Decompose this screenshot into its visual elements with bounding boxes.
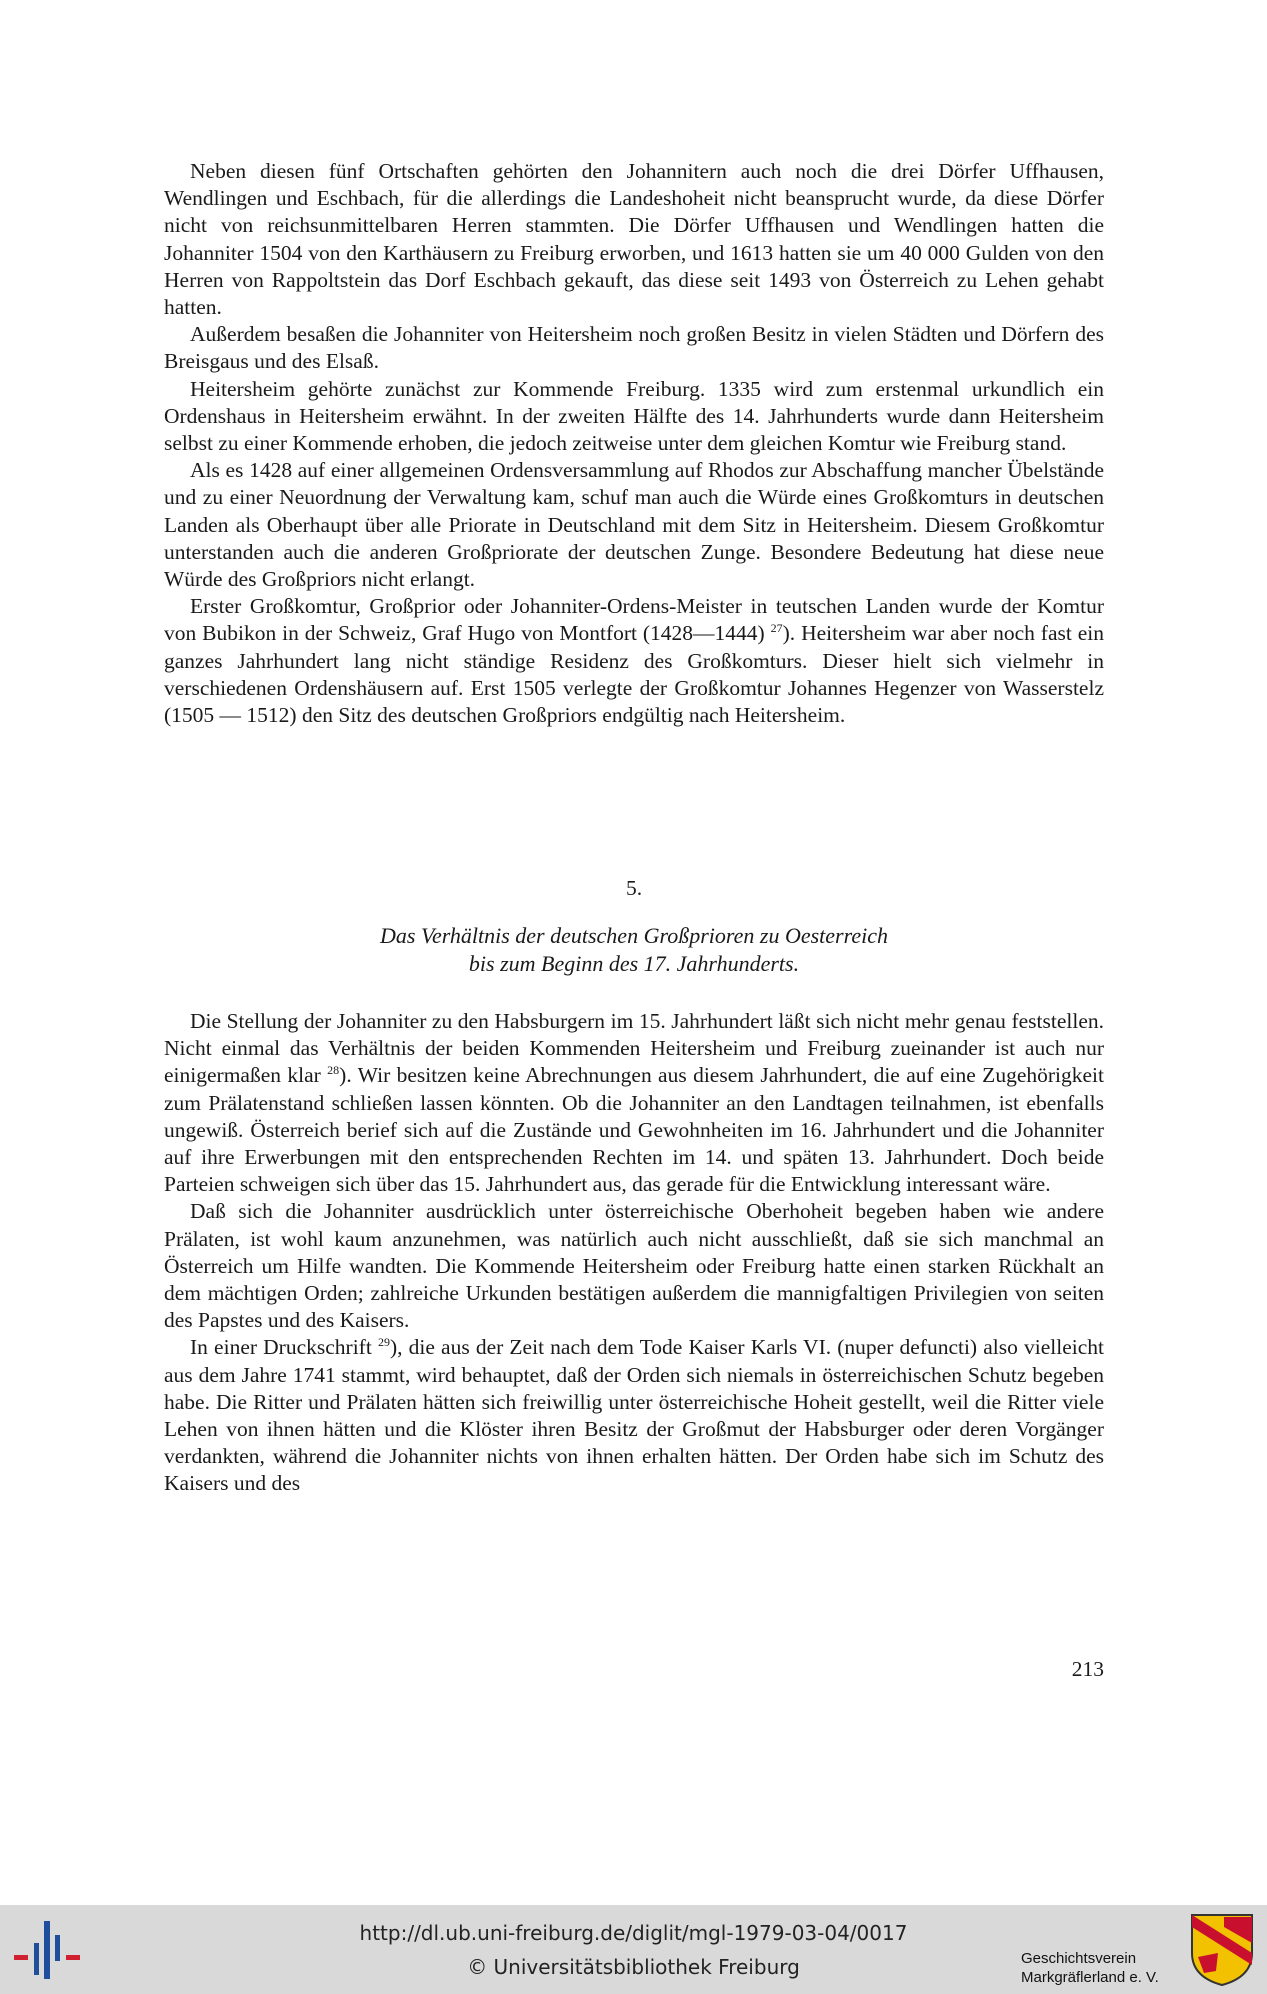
paragraph [164,1334,1104,1497]
paragraph-text: ). Wir besitzen keine Abrechnungen aus diesem Jahrhundert, die auf eine Zugehörigkeit zum Prälatenstand schließen lassen könnten. Ob die Johanniter an den Landtagen teilnahmen, ist ebenfalls ungewiß. Österreich berief sich auf die Zustände und Gewohnheiten im 16. Jahrhundert und die Johanniter auf ihre Erwerbungen mit den entsprechenden Rechten im 14. und späten 13. Jahrhundert. Doch beide Parteien schweigen sich über das 15. Jahrhundert aus, das gerade für die Entwicklung interessant wäre. [164,1063,1104,1197]
paragraph-text: Die Stellung der Johanniter zu den Habsburgern im 15. Jahrhundert läßt sich nicht mehr genau feststellen. Nicht einmal das Verhältnis der beiden Kommenden Heitersheim und Freiburg zueinander ist auch nur einigermaßen klar [164,1009,1104,1088]
paragraph-text: ), die aus der Zeit nach dem Tode Kaiser Karls VI. (nuper defuncti) also vielleicht aus dem Jahre 1741 stammt, wird behauptet, daß der Orden sich niemals in österreichischen Schutz begeben habe. Die Ritter und Prälaten hätten sich freiwillig unter österreichische Hoheit gestellt, weil die Ritter viele Lehen von ihnen hätten und die Klöster ihren Besitz der Großmut der Habsburger oder deren Vorgänger verdankten, während die Johanniter nichts von ihnen erhalten hätten. Der Orden habe sich im Schutz des Kaisers und des [164,1335,1104,1496]
paragraph: Außerdem besaßen die Johanniter von Heitersheim noch großen Besitz in vielen Städten und Dörfern des Breisgaus und des Elsaß. [164,322,1104,374]
paragraph: Heitersheim gehörte zunächst zur Kommende Freiburg. 1335 wird zum erstenmal urkundlich ein Ordenshaus in Heitersheim erwähnt. In der zweiten Hälfte des 14. Jahrhunderts wurde dann Heitersheim selbst zu einer Kommende erhoben, die jedoch zeitweise unter dem gleichen Komtur wie Freiburg stand. [164,376,1104,456]
paragraph: Daß sich die Johanniter ausdrücklich unter österreichische Oberhoheit begeben haben wie andere Prälaten, ist wohl kaum anzunehmen, was natürlich auch nicht ausschließt, daß sie sich manchmal an Österreich um Hilfe wandten. Die Kommende Heitersheim oder Freiburg hatte einen starken Rückhalt an dem mächtigen Orden; zahlreiche Urkunden bestätigen außerdem die mannigfaltigen Privilegien von seiten des Papstes und des Kaisers. [164,1199,1104,1333]
paragraph [164,593,1104,729]
paragraph-text: In einer Druckschrift [190,1335,378,1360]
section-title [164,922,1104,978]
society-name-line: Geschichtsverein [1021,1950,1137,1967]
paragraph-text: Erster Großkomtur, Großprior oder Johanniter-Ordens-Meister in teutschen Landen wurde der Komtur von Bubikon in der Schweiz, Graf Hugo von Montfort (1428—1444) [164,594,1104,646]
section-title-line: bis zum Beginn des 17. Jahrhunderts. [468,951,800,976]
section-title-line: Das Verhältnis der deutschen Großprioren zu Oesterreich [380,923,888,948]
body-text-top [164,158,1104,729]
paragraph [164,1008,1104,1198]
permalink-url[interactable]: http://dl.ub.uni-freiburg.de/diglit/mgl-1979-03-04/0017 [359,1921,908,1945]
society-name [1021,1949,1159,1987]
footnote-ref: 28 [327,1063,340,1078]
copyright-notice: © Universitätsbibliothek Freiburg [467,1955,800,1979]
society-name-line: Markgräflerland e. V. [1021,1969,1159,1986]
footer-bar [0,1905,1267,1994]
paragraph: Als es 1428 auf einer allgemeinen Ordensversammlung auf Rhodos zur Abschaffung mancher Übelstände und zu einer Neuordnung der Verwaltung kam, schuf man auch die Würde eines Großkomturs in deutschen Landen als Oberhaupt über alle Priorate in Deutschland mit dem Sitz in Heitersheim. Diesem Großkomtur unterstanden auch die anderen Großpriorate der deutschen Zunge. Besondere Bedeutung hat diese neue Würde des Großpriors nicht erlangt. [164,458,1104,592]
body-text-bottom [164,1008,1104,1498]
footnote-ref: 27 [770,621,783,636]
paragraph-text: ). Heitersheim war aber noch fast ein ganzes Jahrhundert lang nicht ständige Residenz des Großkomturs. Dieser hielt sich vielmehr in verschiedenen Ordenshäusern auf. Erst 1505 verlegte der Großkomtur Johannes Hegenzer von Wasserstelz (1505 — 1512) den Sitz des deutschen Großpriors endgültig nach Heitersheim. [164,621,1104,728]
coat-of-arms-icon [1190,1913,1254,1987]
paragraph: Neben diesen fünf Ortschaften gehörten den Johannitern auch noch die drei Dörfer Uffhausen, Wendlingen und Eschbach, für die allerdings die Landeshoheit nicht beansprucht wurde, da diese Dörfer nicht von reichsunmittelbaren Herren stammten. Die Dörfer Uffhausen und Wendlingen hatten die Johanniter 1504 von den Karthäusern zu Freiburg erworben, und 1613 hatten sie um 40 000 Gulden von den Herren von Rappoltstein das Dorf Eschbach gekauft, das diese seit 1493 von Österreich zu Lehen gehabt hatten. [164,159,1104,320]
section-number: 5. [625,876,643,900]
footnote-ref: 29 [377,1335,390,1350]
page-number: 213 [1071,1657,1104,1681]
